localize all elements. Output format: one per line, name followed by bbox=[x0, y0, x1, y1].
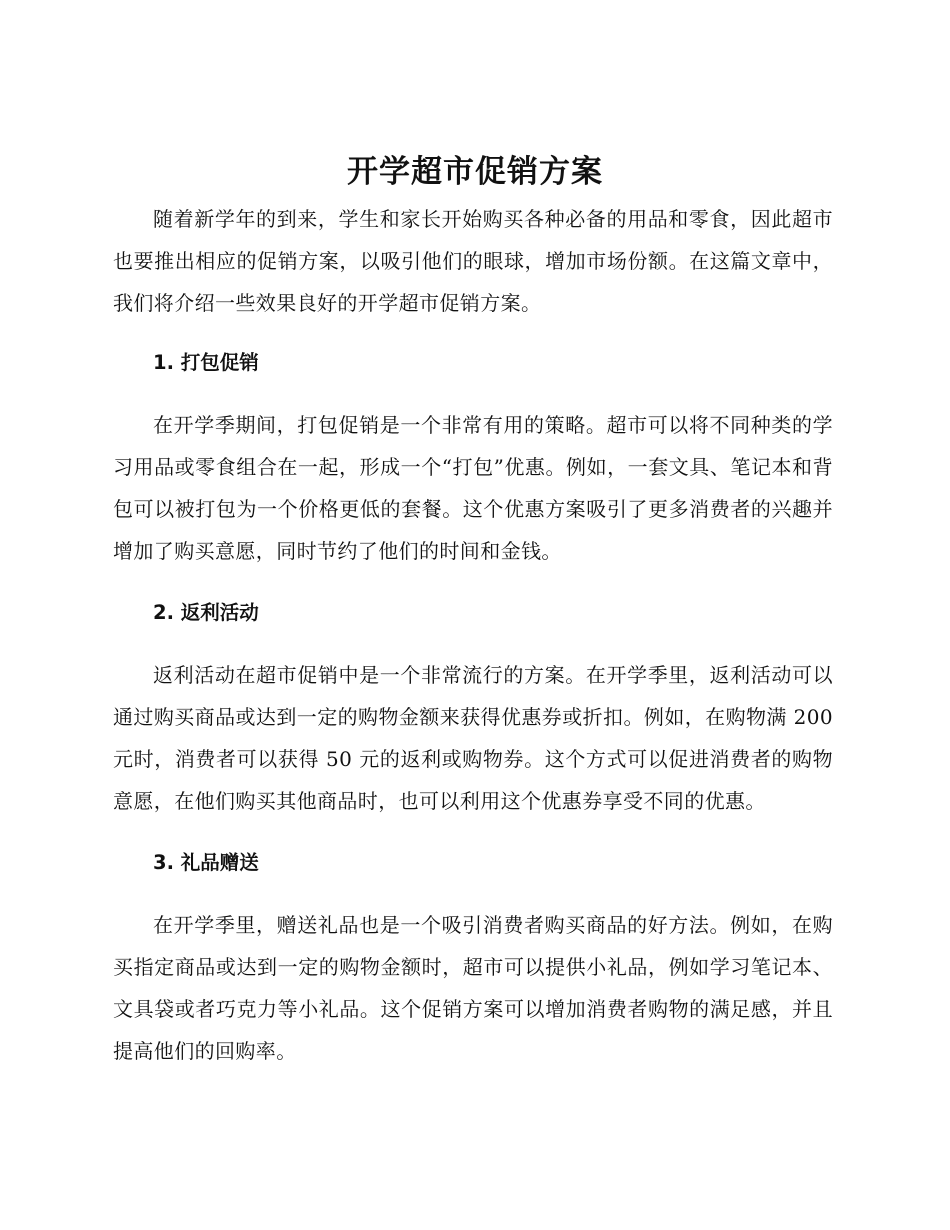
section-body-bundle-promotion: 在开学季期间，打包促销是一个非常有用的策略。超市可以将不同种类的学习用品或零食组合在一起，形成一个“打包”优惠。例如，一套文具、笔记本和背包可以被打包为一个价格更低的套餐。这个优惠方案吸引了更多消费者的兴趣并增加了购买意愿，同时节约了他们的时间和金钱。 bbox=[113, 413, 833, 563]
document-body bbox=[113, 198, 833, 1072]
section-body-gift-giveaway: 在开学季里，赠送礼品也是一个吸引消费者购买商品的好方法。例如，在购买指定商品或达到一定的购物金额时，超市可以提供小礼品，例如学习笔记本、文具袋或者巧克力等小礼品。这个促销方案可以增加消费者购物的满足感，并且提高他们的回购率。 bbox=[113, 913, 833, 1063]
section-heading-rebate-activity: 2. 返利活动 bbox=[153, 601, 259, 624]
page-title: 开学超市促销方案 bbox=[347, 154, 603, 190]
section-heading-bundle-promotion: 1. 打包促销 bbox=[153, 351, 259, 374]
section-body-rebate-activity: 返利活动在超市促销中是一个非常流行的方案。在开学季里，返利活动可以通过购买商品或达到一定的购物金额来获得优惠券或折扣。例如，在购物满 200 元时，消费者可以获得 50 元的返利或购物券。这个方式可以促进消费者的购物意愿，在他们购买其他商品时，也可以利用这个优惠券享受不同的优惠。 bbox=[113, 663, 833, 813]
section-heading-gift-giveaway: 3. 礼品赠送 bbox=[153, 851, 259, 874]
intro-paragraph: 随着新学年的到来，学生和家长开始购买各种必备的用品和零食，因此超市也要推出相应的促销方案，以吸引他们的眼球，增加市场份额。在这篇文章中，我们将介绍一些效果良好的开学超市促销方案。 bbox=[113, 207, 833, 315]
